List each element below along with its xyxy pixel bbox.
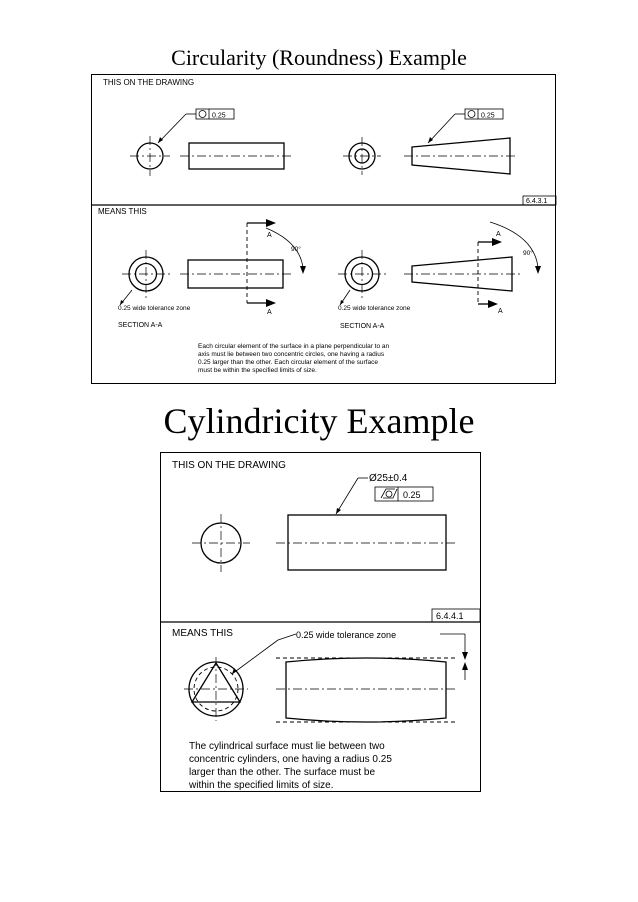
circularity-drawing-label: THIS ON THE DRAWING: [103, 78, 195, 87]
zone-label-left: 0.25 wide tolerance zone: [118, 305, 191, 312]
cylindricity-note-line-1: The cylindrical surface must lie between two: [189, 741, 385, 752]
section-letter-right-top: A: [496, 231, 501, 238]
circularity-title: Circularity (Roundness) Example: [171, 45, 467, 70]
section-letter-right-bottom: A: [498, 308, 503, 315]
cylinder-side-view: [288, 515, 446, 570]
cylindricity-zone-label: 0.25 wide tolerance zone: [296, 630, 397, 640]
cylindricity-title: Cylindricity Example: [163, 401, 475, 441]
zone-arrow-icon: [462, 652, 468, 660]
cylindricity-feature-control-frame: [375, 487, 433, 501]
circularity-means-label: MEANS THIS: [98, 207, 147, 216]
section-label-right: SECTION A-A: [340, 323, 385, 330]
angle-label-left: 90°: [291, 246, 301, 253]
cylindricity-tolerance-value: 0.25: [403, 490, 421, 500]
cylindricity-note-line-3: larger than the other. The surface must be: [189, 767, 376, 778]
cylindricity-note-line-4: within the specified limits of size.: [189, 780, 334, 791]
cylindricity-drawing-label: THIS ON THE DRAWING: [172, 460, 286, 471]
circularity-note-line-2: axis must lie between two concentric circles, one having a radius: [198, 351, 385, 358]
cylinder-means-view: [286, 658, 446, 722]
cylindricity-note-line-2: concentric cylinders, one having a radius 0.25: [189, 754, 392, 765]
cylindricity-means-label: MEANS THIS: [172, 628, 233, 639]
section-letter-left-bottom: A: [267, 309, 272, 316]
section-letter-left-top: A: [267, 232, 272, 239]
circularity-note-line-3: 0.25 larger than the other. Each circular element of the surface: [198, 359, 378, 366]
circularity-tolerance-right: 0.25: [481, 112, 495, 120]
size-dimension: Ø25±0.4: [369, 473, 408, 484]
circularity-note-line-4: must be within the specified limits of size.: [198, 367, 317, 374]
cylindricity-section-ref: 6.4.4.1: [436, 611, 464, 621]
zone-arrow-icon: [462, 662, 468, 670]
angle-label-right: 90°: [523, 250, 533, 257]
circularity-note-line-1: Each circular element of the surface in a plane perpendicular to an: [198, 343, 390, 350]
circularity-section-ref: 6.4.3.1: [526, 198, 548, 205]
circularity-tolerance-left: 0.25: [212, 112, 226, 120]
section-label-left: SECTION A-A: [118, 322, 163, 329]
zone-label-right: 0.25 wide tolerance zone: [338, 305, 411, 312]
cylindricity-symbol-icon: [386, 491, 392, 497]
